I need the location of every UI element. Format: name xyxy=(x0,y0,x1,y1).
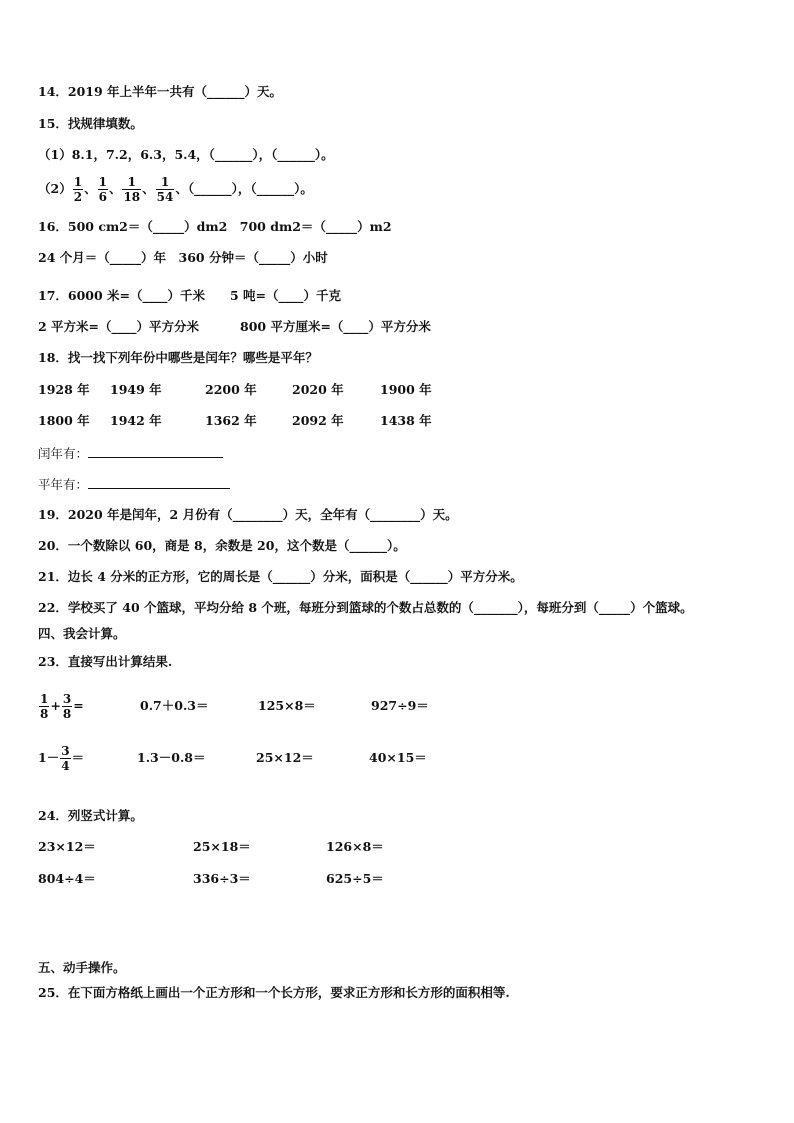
calc-item: 0.7＋0.3＝ xyxy=(140,698,209,713)
question-17-line-2a: 2 平方米=（____）平方分米 xyxy=(38,319,200,334)
question-17-line-1a: 17．6000 米=（____）千米 xyxy=(38,288,206,303)
year-cell: 2020 年 xyxy=(292,382,344,397)
part-2-suffix: 、（______），（______）。 xyxy=(175,181,313,196)
year-cell: 1800 年 xyxy=(38,413,90,428)
question-14: 14．2019 年上半年一共有（______）天。 xyxy=(38,84,283,99)
calc-item: 1.3－0.8＝ xyxy=(137,750,206,765)
fraction-1-18: $\frac{1}{18}$ xyxy=(123,175,141,204)
calc-item: 25×12＝ xyxy=(256,750,314,765)
question-23: 23．直接写出计算结果. xyxy=(38,654,173,669)
question-16-line-1: 16．500 cm2＝（_____）dm2 700 dm2＝（_____）m2 xyxy=(38,219,392,234)
year-cell: 1949 年 xyxy=(110,382,162,397)
vertical-calc-item: 804÷4＝ xyxy=(38,871,96,886)
calc-item: 40×15＝ xyxy=(369,750,427,765)
common-year-answer xyxy=(38,476,230,493)
year-cell: 1438 年 xyxy=(380,413,432,428)
calc-item: 927÷9＝ xyxy=(371,698,429,713)
separator: 、 xyxy=(142,181,155,196)
year-cell: 1900 年 xyxy=(380,382,432,397)
question-15-part-2 xyxy=(38,174,313,204)
fraction-3-4: $\frac{3}{4}$ xyxy=(61,744,70,773)
question-17-line-2b: 800 平方厘米=（____）平方分米 xyxy=(240,319,431,334)
question-18: 18．找一找下列年份中哪些是闰年？哪些是平年？ xyxy=(38,350,318,365)
question-20: 20．一个数除以 60，商是 8，余数是 20，这个数是（______）。 xyxy=(38,538,406,553)
leap-year-blank[interactable] xyxy=(88,445,223,458)
question-15: 15．找规律填数。 xyxy=(38,116,143,131)
year-cell: 1928 年 xyxy=(38,382,90,397)
question-21: 21．边长 4 分米的正方形，它的周长是（______）分米，面积是（______）平方分米。 xyxy=(38,569,523,584)
separator: 、 xyxy=(84,181,97,196)
leap-year-answer xyxy=(38,445,223,462)
year-cell: 2092 年 xyxy=(292,413,344,428)
plus-sign: + xyxy=(50,698,61,713)
vertical-calc-item: 126×8＝ xyxy=(326,839,384,854)
fraction-1-54: $\frac{1}{54}$ xyxy=(156,175,174,204)
fraction-1-2: $\frac{1}{2}$ xyxy=(73,175,83,204)
calc-1-minus-3-4 xyxy=(38,740,84,776)
year-cell: 1362 年 xyxy=(205,413,257,428)
section-4-title: 四、我会计算。 xyxy=(38,626,126,641)
question-22: 22．学校买了 40 个篮球，平均分给 8 个班，每班分到篮球的个数占总数的（_______），每班分到（_____）个篮球。 xyxy=(38,600,693,615)
vertical-calc-item: 23×12＝ xyxy=(38,839,96,854)
common-year-label: 平年有： xyxy=(38,477,89,492)
fraction-1-8: $\frac{1}{8}$ xyxy=(40,692,49,721)
one-minus: 1－ xyxy=(38,750,60,765)
calc-item: 125×8＝ xyxy=(258,698,316,713)
question-17-line-1b: 5 吨=（____）千克 xyxy=(230,288,342,303)
separator: 、 xyxy=(108,181,122,196)
equals-sign: ＝ xyxy=(71,750,85,765)
vertical-calc-item: 625÷5＝ xyxy=(326,871,384,886)
question-16-line-2: 24 个月＝（_____）年 360 分钟＝（_____）小时 xyxy=(38,250,328,265)
question-15-part-1: （1）8.1，7.2，6.3，5.4，（______），（______）。 xyxy=(38,147,334,162)
question-19: 19．2020 年是闰年，2 月份有（________）天，全年有（________）天。 xyxy=(38,507,458,522)
fraction-3-8: $\frac{3}{8}$ xyxy=(62,692,72,721)
common-year-blank[interactable] xyxy=(88,476,230,489)
vertical-calc-item: 25×18＝ xyxy=(193,839,251,854)
equals-sign: = xyxy=(73,698,84,713)
question-24: 24．列竖式计算。 xyxy=(38,808,143,823)
part-2-prefix: （2） xyxy=(38,181,72,196)
fraction-1-6: $\frac{1}{6}$ xyxy=(98,175,107,204)
year-cell: 2200 年 xyxy=(205,382,257,397)
vertical-calc-item: 336÷3＝ xyxy=(193,871,251,886)
calc-1-8-plus-3-8 xyxy=(38,688,84,724)
question-25: 25．在下面方格纸上画出一个正方形和一个长方形，要求正方形和长方形的面积相等. xyxy=(38,985,510,1000)
section-5-title: 五、动手操作。 xyxy=(38,960,126,975)
leap-year-label: 闰年有： xyxy=(38,446,89,461)
year-cell: 1942 年 xyxy=(110,413,162,428)
